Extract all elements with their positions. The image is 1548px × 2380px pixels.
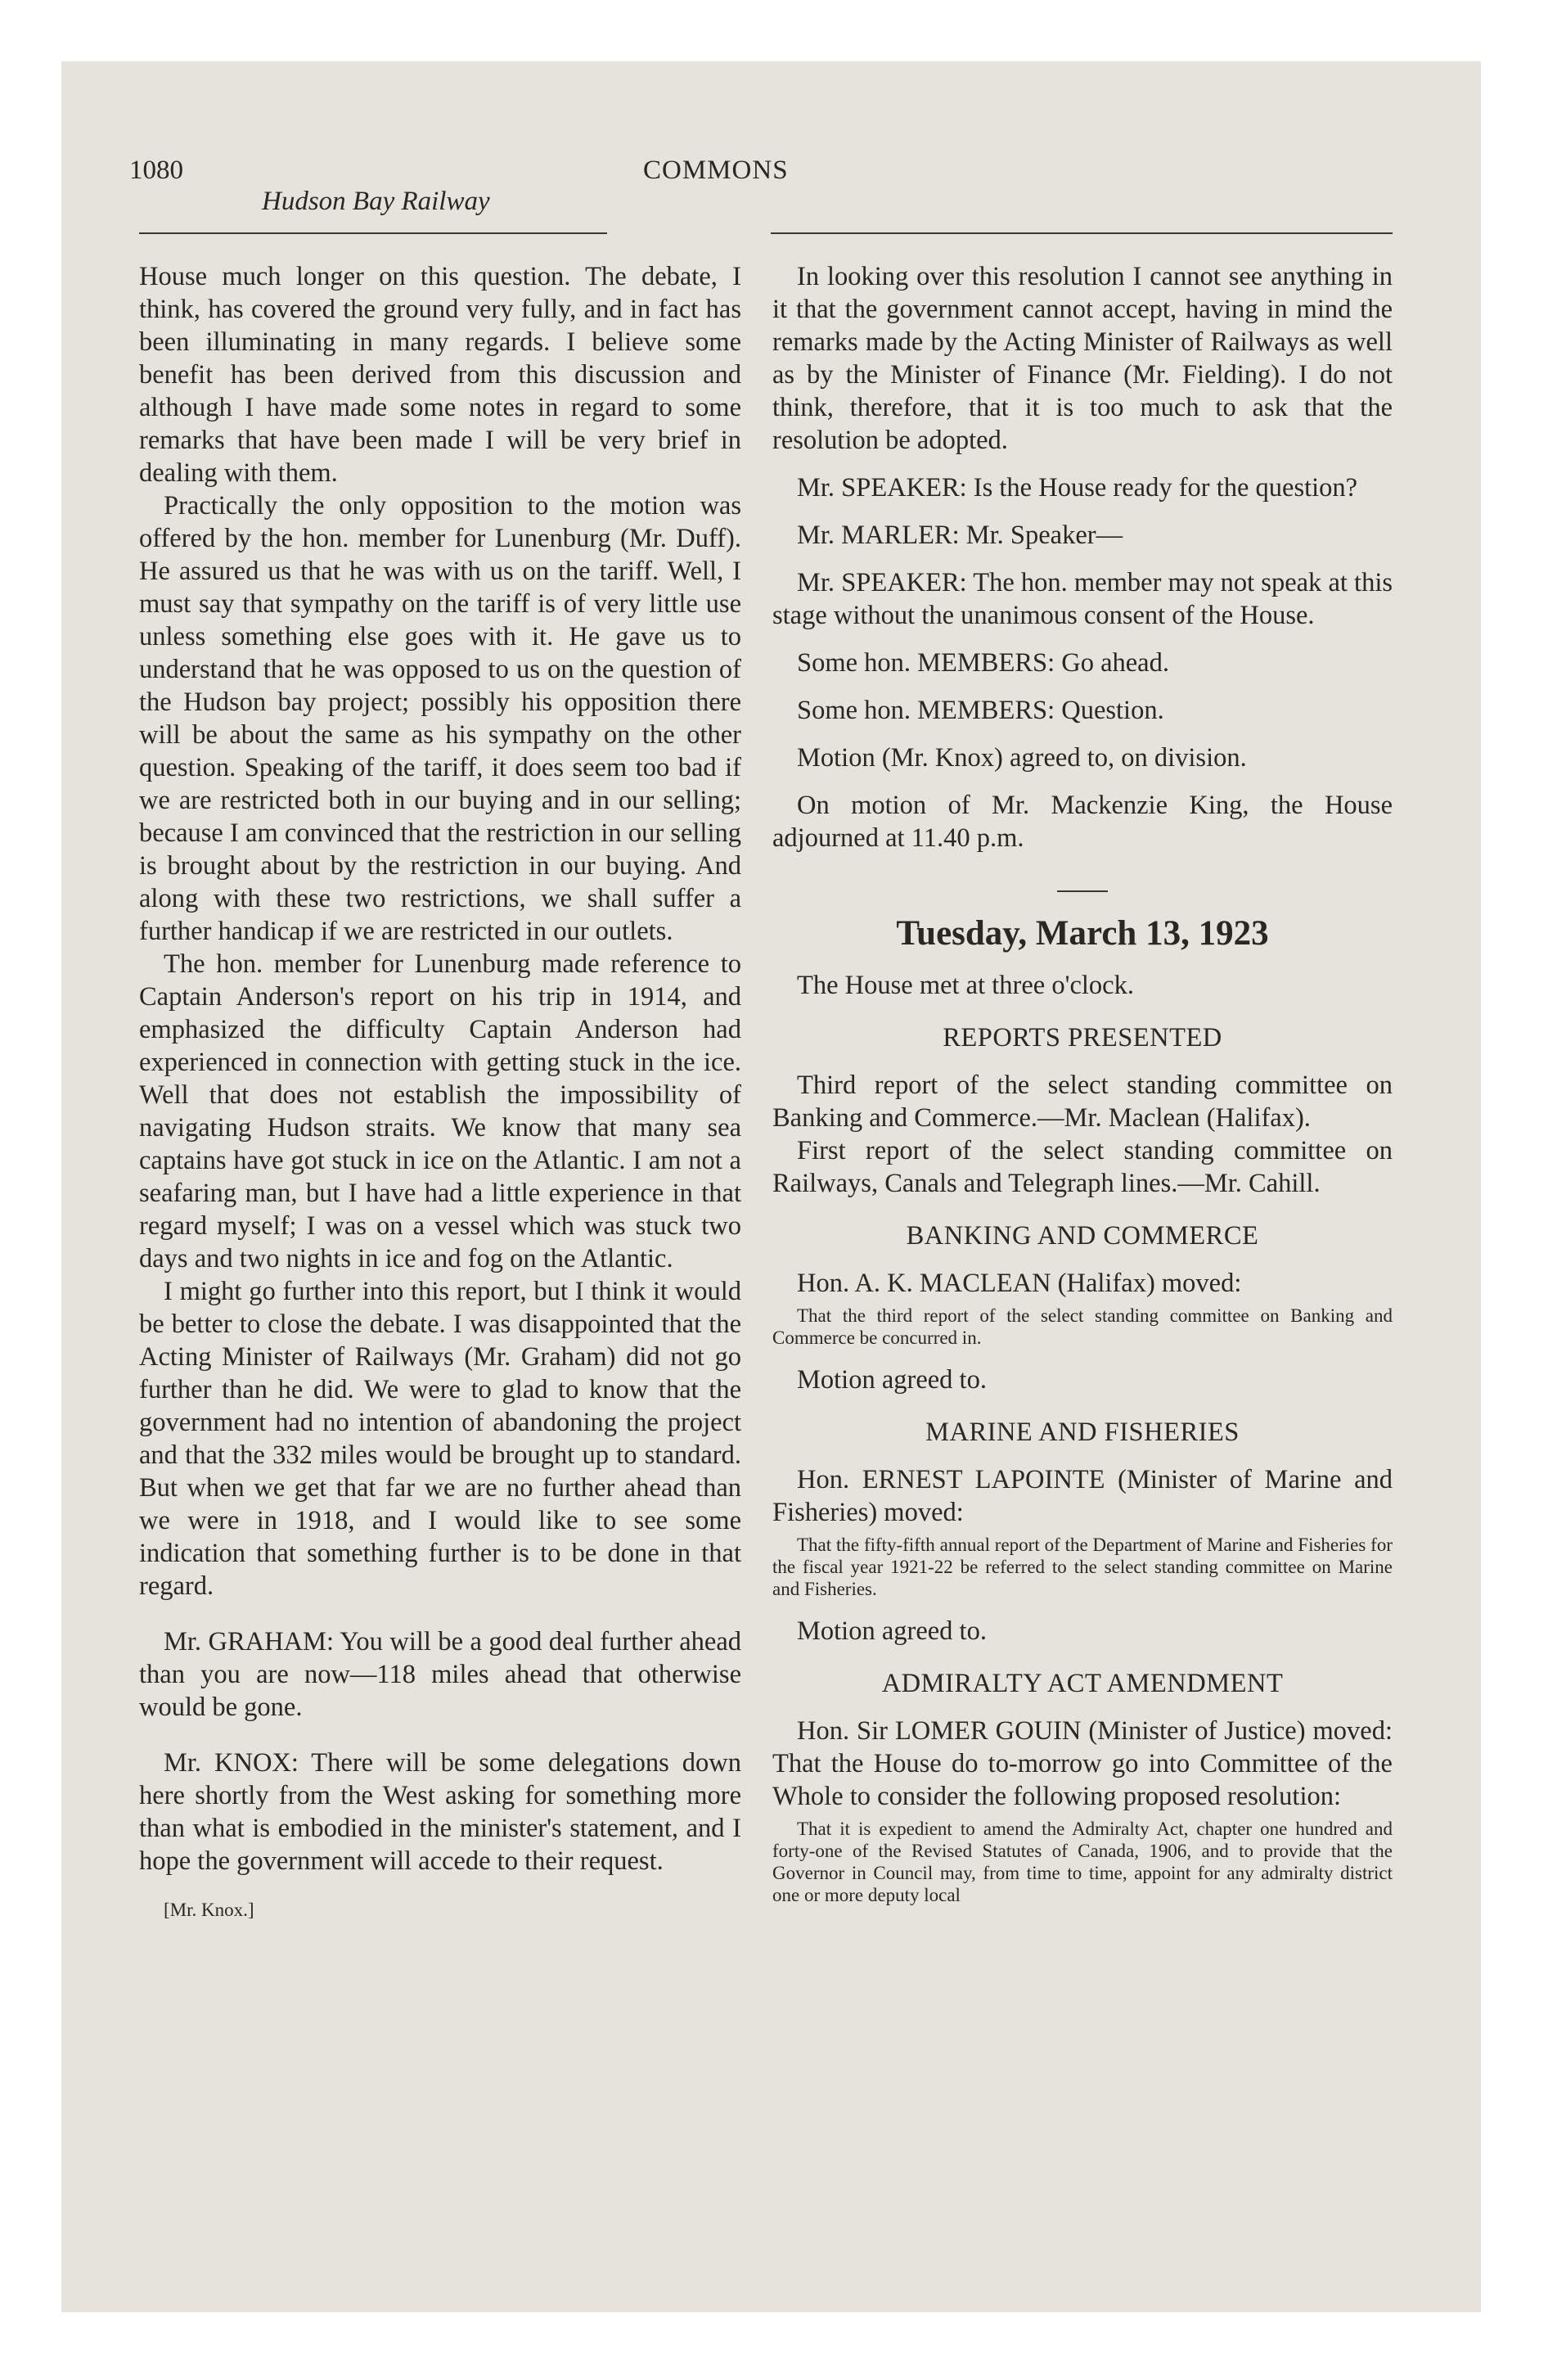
- speech-speaker: Mr. SPEAKER: Is the House ready for the question?: [797, 473, 1358, 503]
- section-heading-reports: REPORTS PRESENTED: [943, 1023, 1222, 1053]
- section-heading-banking: BANKING AND COMMERCE: [906, 1221, 1259, 1251]
- motion-result: Motion (Mr. Knox) agreed to, on division.: [797, 743, 1247, 773]
- page-number: 1080: [129, 156, 183, 185]
- speech-marler: Mr. MARLER: Mr. Speaker—: [797, 521, 1123, 550]
- speaker-footnote: [Mr. Knox.]: [164, 1900, 254, 1920]
- paragraph: The hon. member for Lunenburg made reference to Captain Anderson's report on his trip in 1914, and emphasized the difficulty Captain Anderson had experienced in connection with getting stuck in the ice. Well that does not establish the impossibility of navigating Hudson straits. We know that many sea captains have got stuck in ice on the Atlantic. I am not a seafaring man, but I have had a little experience in that regard myself; I was on a vessel which was stuck two days and two nights in ice and fog on the Atlantic.: [139, 949, 741, 1273]
- paragraph: In looking over this resolution I cannot see anything in it that the government cannot accept, having in mind the remarks made by the Acting Minister of Railways as well as by the Minister of Finance (Mr. Fielding). I do not think, therefore, that it is too much to ask that the resolution be adopted.: [772, 262, 1393, 455]
- motion-moved: Hon. A. K. MACLEAN (Halifax) moved:: [797, 1269, 1242, 1298]
- motion-moved: Hon. ERNEST LAPOINTE (Minister of Marine and Fisheries) moved:: [772, 1465, 1393, 1527]
- speech-speaker: Mr. SPEAKER: The hon. member may not speak at this stage without the unanimous consent of the House.: [772, 568, 1393, 630]
- speech-graham: Mr. GRAHAM: You will be a good deal further ahead than you are now—118 miles ahead that otherwise would be gone.: [139, 1627, 741, 1722]
- left-column: [139, 260, 741, 1922]
- running-title: COMMONS: [643, 156, 789, 185]
- members-remark: Some hon. MEMBERS: Go ahead.: [797, 648, 1169, 678]
- report-item: First report of the select standing committee on Railways, Canals and Telegraph lines.—Mr. Cahill.: [772, 1136, 1393, 1198]
- section-heading-marine: MARINE AND FISHERIES: [925, 1418, 1240, 1447]
- motion-result: Motion agreed to.: [797, 1616, 987, 1646]
- paragraph: I might go further into this report, but I think it would be better to close the debate. I was disappointed that the Acting Minister of Railways (Mr. Graham) did not go further than he did. We were to glad to know that the government had no intention of abandoning the project and that the 332 miles would be brought up to standard. But when we get that far we are no further ahead than we were in 1918, and I would like to see some indication that something further is to be done in that regard.: [139, 1277, 741, 1601]
- report-item: Third report of the select standing committee on Banking and Commerce.—Mr. Maclean (Halifax).: [772, 1071, 1393, 1133]
- header-rule-right: [771, 232, 1393, 234]
- resolution-text: That it is expedient to amend the Admiralty Act, chapter one hundred and forty-one of the Revised Statutes of Canada, 1906, and to provide that the Governor in Council may, from time to time, appoint for any admiralty district one or more deputy local: [772, 1819, 1393, 1905]
- running-subtitle: Hudson Bay Railway: [262, 187, 490, 216]
- motion-result: Motion agreed to.: [797, 1365, 987, 1395]
- section-heading-admiralty: ADMIRALTY ACT AMENDMENT: [881, 1669, 1284, 1698]
- date-heading: Tuesday, March 13, 1923: [896, 914, 1269, 953]
- page-header: [0, 0, 1548, 246]
- motion-text: That the fifty-fifth annual report of the Department of Marine and Fisheries for the fiscal year 1921-22 be referred to the select standing committee on Marine and Fisheries.: [772, 1535, 1393, 1599]
- motion-text: That the third report of the select standing committee on Banking and Commerce be concurred in.: [772, 1305, 1393, 1348]
- motion-moved: Hon. Sir LOMER GOUIN (Minister of Justice) moved: That the House do to-morrow go into Committee of the Whole to consider the following proposed resolution:: [772, 1716, 1393, 1811]
- adjournment: On motion of Mr. Mackenzie King, the House adjourned at 11.40 p.m.: [772, 791, 1393, 853]
- section-divider: [1057, 890, 1108, 892]
- paragraph: House much longer on this question. The debate, I think, has covered the ground very fully, and in fact has been illuminating in many regards. I believe some benefit has been derived from this discussion and although I have made some notes in regard to some remarks that have been made I will be very brief in dealing with them.: [139, 262, 741, 488]
- members-remark: Some hon. MEMBERS: Question.: [797, 696, 1164, 725]
- header-rule-left: [139, 232, 607, 234]
- meeting-time: The House met at three o'clock.: [797, 971, 1134, 1000]
- speech-knox: Mr. KNOX: There will be some delegations down here shortly from the West asking for something more than what is embodied in the minister's statement, and I hope the government will accede to their request.: [139, 1748, 741, 1876]
- paragraph: Practically the only opposition to the motion was offered by the hon. member for Lunenburg (Mr. Duff). He assured us that he was with us on the tariff. Well, I must say that sympathy on the tariff is of very little use unless something else goes with it. He gave us to understand that he was opposed to us on the question of the Hudson bay project; possibly his opposition there will be about the same as his sympathy on the other question. Speaking of the tariff, it does seem too bad if we are restricted both in our buying and in our selling; because I am convinced that the restriction in our selling is brought about by the restriction in our buying. And along with these two restrictions, we shall suffer a further handicap if we are restricted in our outlets.: [139, 491, 741, 946]
- right-column: [772, 260, 1393, 1906]
